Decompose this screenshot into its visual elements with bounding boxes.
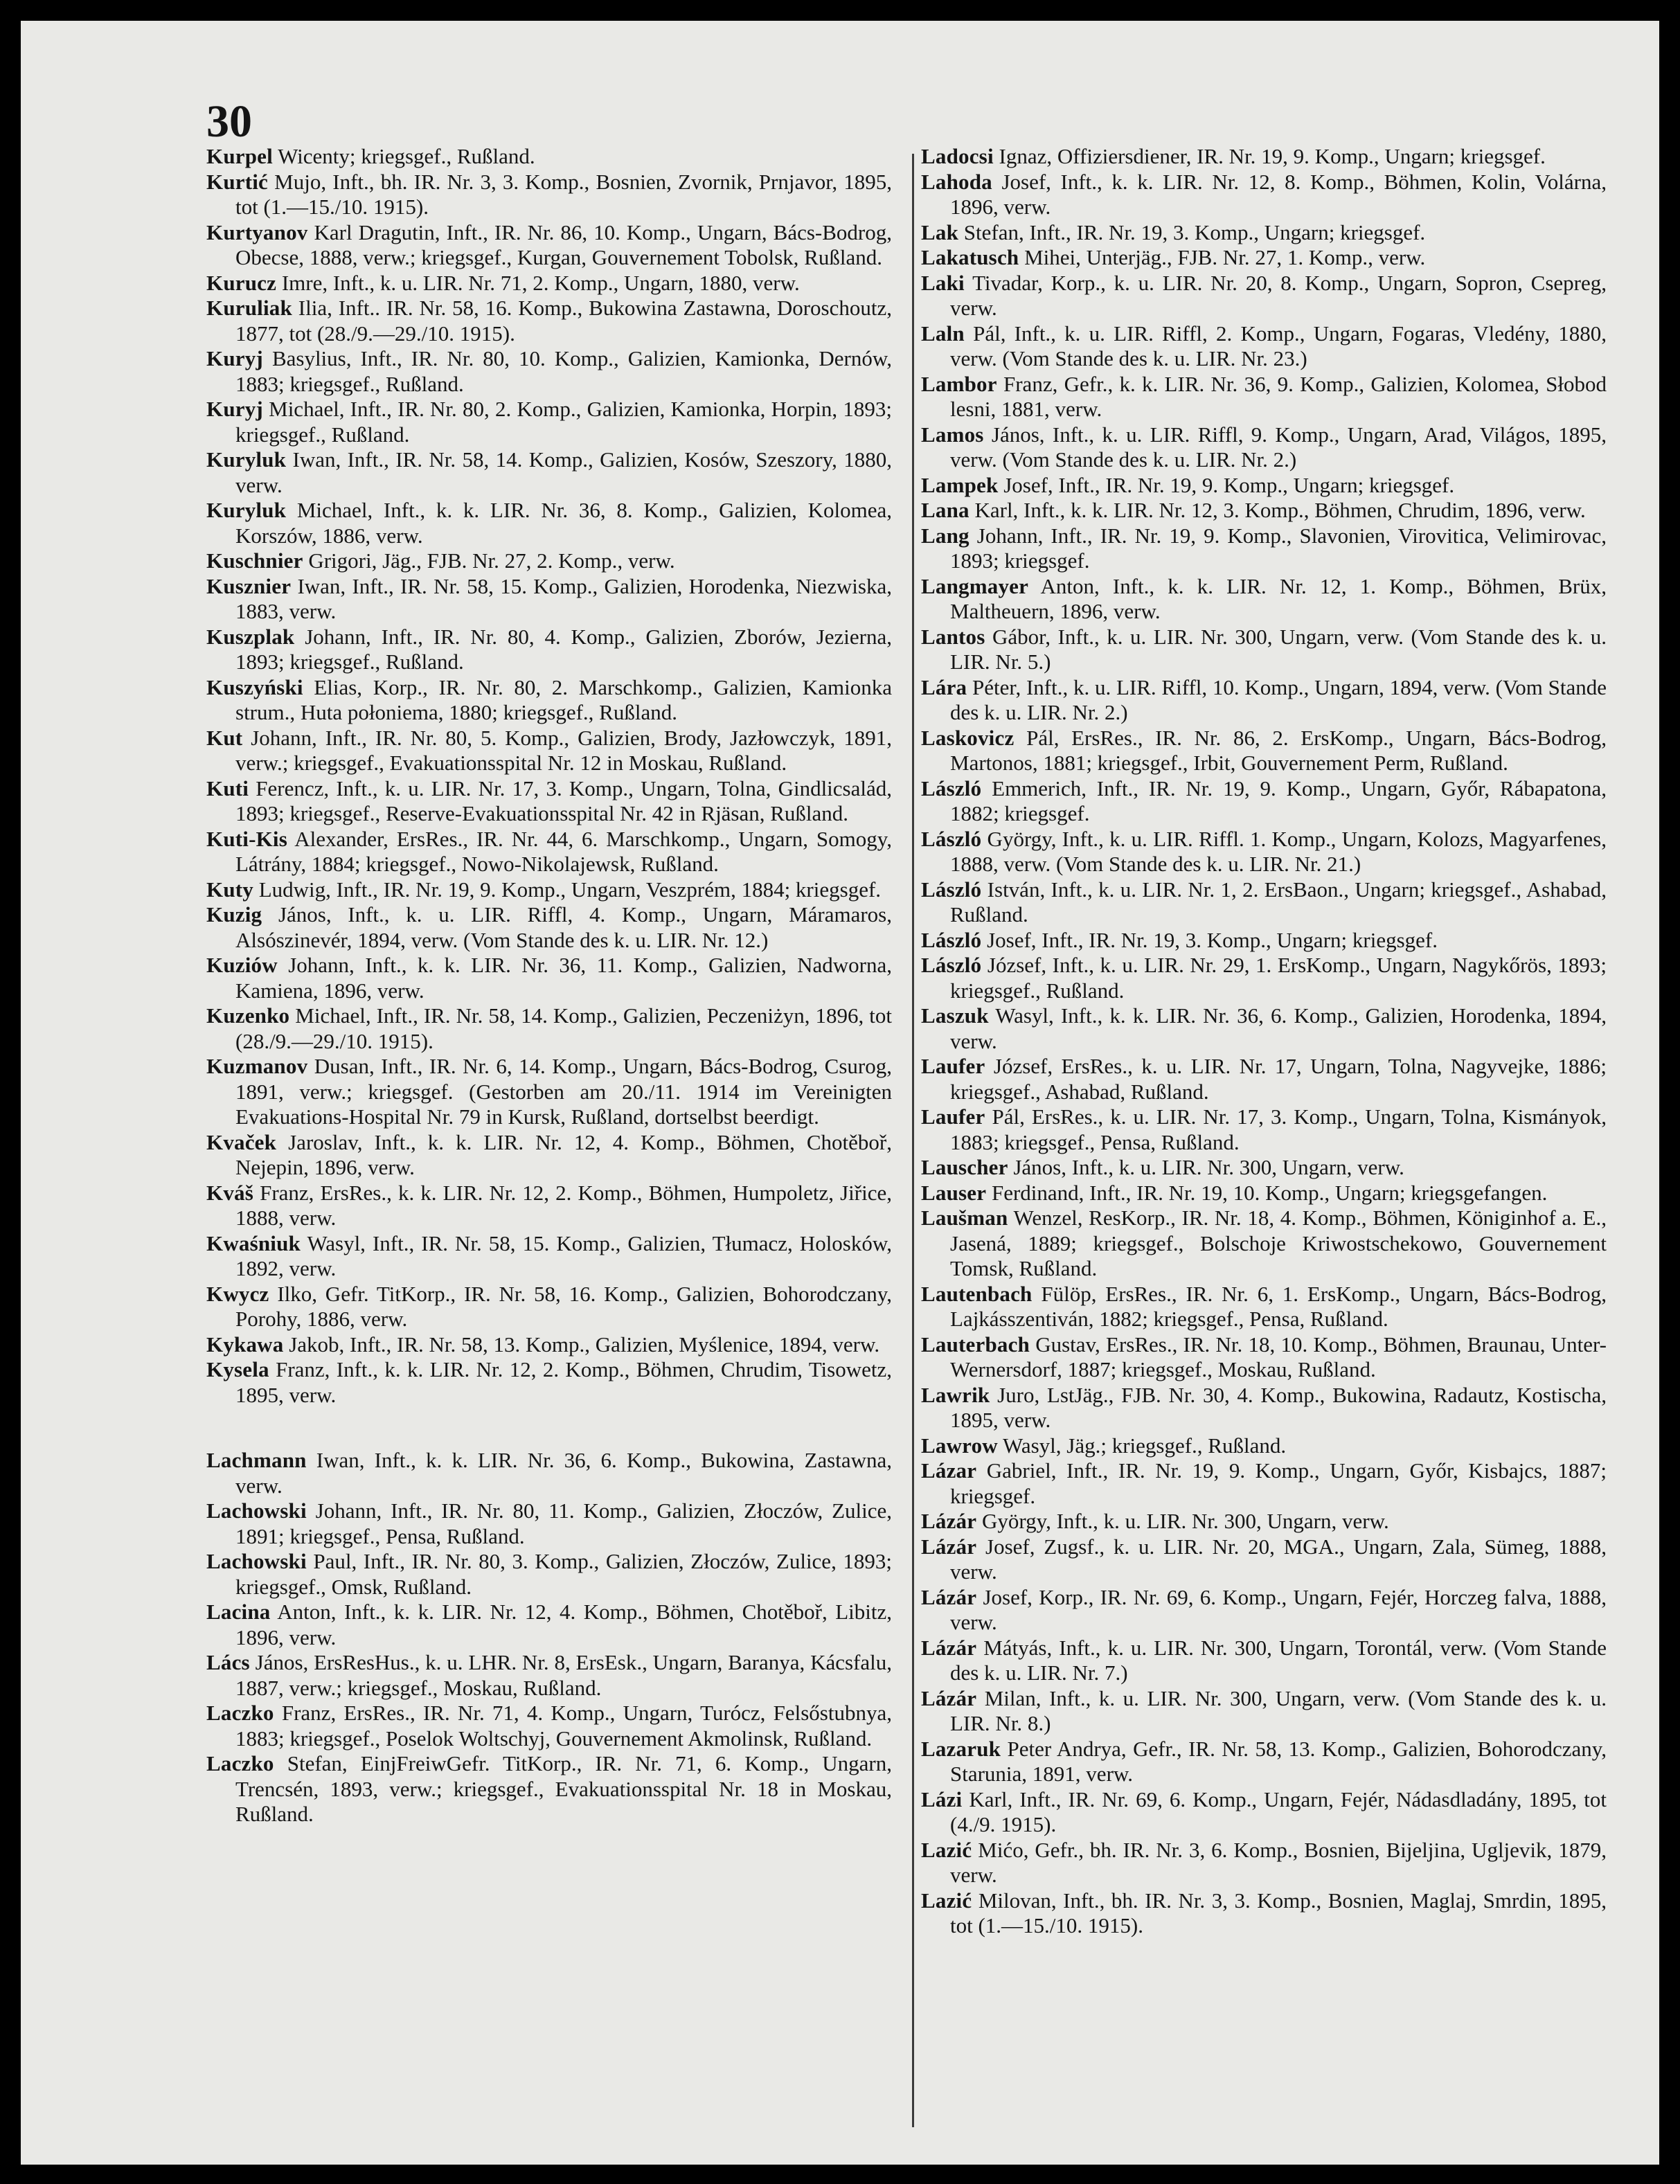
roll-entry xyxy=(921,877,1607,928)
entry-surname: Lamos xyxy=(921,422,984,447)
entry-details: Michael, Inft., IR. Nr. 58, 14. Komp., Galizien, Peczeniżyn, 1896, tot (28./9.—29./10. 1915). xyxy=(235,1003,892,1053)
entry-details: Juro, LstJäg., FJB. Nr. 30, 4. Komp., Bukowina, Radautz, Kostischa, 1895, verw. xyxy=(950,1382,1607,1432)
entry-details: Karl Dragutin, Inft., IR. Nr. 86, 10. Komp., Ungarn, Bács-Bodrog, Obecse, 1888, verw.; kriegsgef., Kurgan, Gouvernement Tobolsk, Rußland. xyxy=(235,220,892,269)
right-l-entries xyxy=(921,144,1607,1939)
entry-details: Elias, Korp., IR. Nr. 80, 2. Marschkomp., Galizien, Kamionka strum., Huta połoniema, 1880; kriegsgef., Rußland. xyxy=(235,674,892,724)
entry-surname: Lázi xyxy=(921,1787,963,1811)
roll-entry xyxy=(206,675,892,726)
entry-details: Johann, Inft., k. k. LIR. Nr. 36, 11. Komp., Galizien, Nadworna, Kamiena, 1896, verw. xyxy=(235,953,892,1003)
roll-entry xyxy=(206,397,892,447)
entry-surname: Lantos xyxy=(921,624,985,649)
roll-entry xyxy=(921,220,1607,246)
roll-entry xyxy=(206,1054,892,1130)
roll-entry xyxy=(206,877,892,903)
roll-entry xyxy=(206,220,892,271)
roll-entry xyxy=(921,1534,1607,1585)
entry-surname: Lampek xyxy=(921,472,999,497)
entry-details: Josef, Korp., IR. Nr. 69, 6. Komp., Ungarn, Fejér, Horczeg falva, 1888, verw. xyxy=(950,1584,1607,1634)
roll-entry xyxy=(921,1888,1607,1939)
roll-entry xyxy=(921,1003,1607,1054)
entry-surname: Laczko xyxy=(206,1701,274,1725)
entry-details: Josef, Zugsf., k. u. LIR. Nr. 20, MGA., Ungarn, Zala, Sümeg, 1888, verw. xyxy=(950,1534,1607,1584)
entry-surname: Lázár xyxy=(921,1584,977,1609)
roll-entry xyxy=(921,1181,1607,1206)
entry-details: Paul, Inft., IR. Nr. 80, 3. Komp., Galizien, Złoczów, Zulice, 1893; kriegsgef., Omsk, Rußland. xyxy=(235,1549,892,1599)
roll-entry xyxy=(206,346,892,397)
entry-details: Pál, Inft., k. u. LIR. Riffl, 2. Komp., Ungarn, Fogaras, Vledény, 1880, verw. (Vom Stande des k. u. LIR. Nr. 23.) xyxy=(950,321,1607,370)
entry-surname: Lázár xyxy=(921,1509,977,1533)
entry-surname: Laušman xyxy=(921,1206,1008,1230)
entry-surname: Kuzig xyxy=(206,902,262,927)
entry-surname: Lacina xyxy=(206,1600,271,1624)
roll-entry xyxy=(206,726,892,776)
entry-details: Mihei, Unterjäg., FJB. Nr. 27, 1. Komp., verw. xyxy=(1019,245,1426,269)
entry-surname: Laln xyxy=(921,321,965,346)
entry-details: Dusan, Inft., IR. Nr. 6, 14. Komp., Ungarn, Bács-Bodrog, Csurog, 1891, verw.; kriegsgef. (Gestorben am 20./11. 1914 im Vereinigten Evakuations-Hospital Nr. 79 in Kursk, Rußland, dortselbst beerdigt. xyxy=(235,1054,892,1129)
roll-entry xyxy=(921,170,1607,220)
entry-surname: Kusznier xyxy=(206,573,292,598)
roll-entry xyxy=(921,1206,1607,1282)
entry-surname: Kurtić xyxy=(206,169,269,194)
entry-details: Johann, Inft., IR. Nr. 80, 5. Komp., Galizien, Brody, Jazłowczyk, 1891, verw.; kriegsgef., Evakuationsspital Nr. 12 in Moskau, Rußland. xyxy=(235,725,892,775)
entry-details: Ilia, Inft.. IR. Nr. 58, 16. Komp., Bukowina Zastawna, Doroschoutz, 1877, tot (28./9.—29./10. 1915). xyxy=(235,296,892,346)
entry-surname: Lakatusch xyxy=(921,245,1019,269)
entry-surname: Lázár xyxy=(921,1685,977,1710)
entry-details: János, Inft., k. u. LIR. Riffl, 9. Komp., Ungarn, Arad, Világos, 1895, verw. (Vom Stande des k. u. LIR. Nr. 2.) xyxy=(950,422,1607,472)
entry-details: Péter, Inft., k. u. LIR. Riffl, 10. Komp., Ungarn, 1894, verw. (Vom Stande des k. u. LIR. Nr. 2.) xyxy=(950,674,1607,724)
entry-details: József, Inft., k. u. LIR. Nr. 29, 1. ErsKomp., Ungarn, Nagykőrös, 1893; kriegsgef., Rußland. xyxy=(950,953,1607,1003)
entry-details: Iwan, Inft., IR. Nr. 58, 15. Komp., Galizien, Horodenka, Niezwiska, 1883, verw. xyxy=(235,573,892,623)
entry-surname: Lambor xyxy=(921,371,997,396)
roll-entry xyxy=(206,1650,892,1701)
roll-entry xyxy=(921,271,1607,321)
entry-details: Johann, Inft., IR. Nr. 19, 9. Komp., Slavonien, Virovitica, Velimirovac, 1893; kriegsgef. xyxy=(950,523,1607,573)
roll-entry xyxy=(921,523,1607,574)
entry-surname: Kysela xyxy=(206,1357,269,1381)
roll-entry xyxy=(206,1231,892,1282)
entry-surname: Ladocsi xyxy=(921,144,994,168)
page-scan xyxy=(21,21,1659,2165)
roll-entry xyxy=(206,902,892,953)
roll-entry xyxy=(206,776,892,827)
roll-entry xyxy=(921,1636,1607,1686)
roll-entry xyxy=(206,1751,892,1827)
entry-details: Wicenty; kriegsgef., Rußland. xyxy=(272,144,535,168)
entry-details: Wasyl, Inft., IR. Nr. 58, 15. Komp., Galizien, Tłumacz, Holosków, 1892, verw. xyxy=(235,1230,892,1280)
left-column xyxy=(206,144,892,1827)
roll-entry xyxy=(206,271,892,296)
entry-surname: Kuryluk xyxy=(206,498,287,522)
entry-details: Karl, Inft., IR. Nr. 69, 6. Komp., Ungarn, Fejér, Nádasdladány, 1895, tot (4./9. 1915). xyxy=(950,1787,1607,1836)
left-k-entries xyxy=(206,144,892,1408)
entry-details: Ignaz, Offiziersdiener, IR. Nr. 19, 9. Komp., Ungarn; kriegsgef. xyxy=(993,144,1546,168)
entry-details: Basylius, Inft., IR. Nr. 80, 10. Komp., Galizien, Kamionka, Dernów, 1883; kriegsgef., Rußland. xyxy=(235,346,892,396)
entry-details: Peter Andrya, Gefr., IR. Nr. 58, 13. Komp., Galizien, Bohorodczany, Starunia, 1891, verw. xyxy=(950,1736,1607,1786)
entry-details: Michael, Inft., k. k. LIR. Nr. 36, 8. Komp., Galizien, Kolomea, Korszów, 1886, verw. xyxy=(235,498,892,548)
entry-details: Anton, Inft., k. k. LIR. Nr. 12, 1. Komp., Böhmen, Brüx, Maltheuern, 1896, verw. xyxy=(950,573,1607,623)
entry-surname: Kuti-Kis xyxy=(206,826,288,851)
entry-surname: Kwycz xyxy=(206,1281,269,1306)
roll-entry xyxy=(206,953,892,1003)
entry-details: Ilko, Gefr. TitKorp., IR. Nr. 58, 16. Komp., Galizien, Bohorodczany, Porohy, 1886, verw. xyxy=(235,1281,892,1331)
entry-details: Iwan, Inft., IR. Nr. 58, 14. Komp., Galizien, Kosów, Szeszory, 1880, verw. xyxy=(235,447,892,497)
entry-surname: Kuszyński xyxy=(206,674,303,699)
entry-details: Ferdinand, Inft., IR. Nr. 19, 10. Komp., Ungarn; kriegsgefangen. xyxy=(986,1180,1548,1205)
entry-surname: Kuruliak xyxy=(206,296,292,320)
roll-entry xyxy=(206,1181,892,1231)
roll-entry xyxy=(921,625,1607,675)
entry-details: Pál, ErsRes., IR. Nr. 86, 2. ErsKomp., Ungarn, Bács-Bodrog, Martonos, 1881; kriegsgef., Irbit, Gouvernement Perm, Rußland. xyxy=(950,725,1607,775)
entry-surname: Kuryj xyxy=(206,346,263,370)
entry-surname: Kuzenko xyxy=(206,1003,290,1028)
entry-details: Tivadar, Korp., k. u. LIR. Nr. 20, 8. Komp., Ungarn, Sopron, Csepreg, verw. xyxy=(950,270,1607,320)
roll-entry xyxy=(921,245,1607,271)
roll-entry xyxy=(921,1509,1607,1534)
entry-details: Franz, ErsRes., k. k. LIR. Nr. 12, 2. Komp., Böhmen, Humpoletz, Jiřice, 1888, verw. xyxy=(235,1180,892,1230)
entry-details: Mátyás, Inft., k. u. LIR. Nr. 300, Ungarn, Torontál, verw. (Vom Stande des k. u. LIR. Nr. 7.) xyxy=(950,1635,1607,1685)
entry-surname: Lachmann xyxy=(206,1448,307,1472)
roll-entry xyxy=(921,321,1607,372)
entry-details: György, Inft., k. u. LIR. Nr. 300, Ungarn, verw. xyxy=(976,1509,1389,1533)
roll-entry xyxy=(206,1498,892,1549)
entry-surname: Langmayer xyxy=(921,573,1029,598)
entry-surname: Laki xyxy=(921,270,965,295)
entry-surname: László xyxy=(921,877,982,902)
roll-entry xyxy=(921,827,1607,877)
roll-entry xyxy=(921,144,1607,170)
entry-surname: Laczko xyxy=(206,1751,274,1775)
entry-details: Jaroslav, Inft., k. k. LIR. Nr. 12, 4. Komp., Böhmen, Chotěboř, Nejepin, 1896, verw. xyxy=(235,1129,892,1179)
entry-details: Anton, Inft., k. k. LIR. Nr. 12, 4. Komp., Böhmen, Chotěboř, Libitz, 1896, verw. xyxy=(235,1600,892,1649)
entry-surname: Kurpel xyxy=(206,144,273,168)
entry-surname: Kuschnier xyxy=(206,548,303,573)
entry-details: Johann, Inft., IR. Nr. 80, 4. Komp., Galizien, Zborów, Jezierna, 1893; kriegsgef., Rußland. xyxy=(235,624,892,674)
entry-details: István, Inft., k. u. LIR. Nr. 1, 2. ErsBaon., Ungarn; kriegsgef., Ashabad, Rußland. xyxy=(950,877,1607,927)
entry-surname: Lachowski xyxy=(206,1498,307,1523)
entry-surname: Kuryj xyxy=(206,397,263,421)
entry-details: Josef, Inft., IR. Nr. 19, 9. Komp., Ungarn; kriegsgef. xyxy=(998,472,1455,497)
entry-surname: László xyxy=(921,927,982,952)
entry-surname: Kuziów xyxy=(206,953,278,977)
roll-entry xyxy=(921,422,1607,473)
roll-entry xyxy=(921,1155,1607,1181)
entry-surname: Kurucz xyxy=(206,270,277,295)
section-gap xyxy=(206,1408,892,1448)
roll-entry xyxy=(921,1458,1607,1509)
entry-surname: Lazaruk xyxy=(921,1736,1001,1761)
roll-entry xyxy=(921,1383,1607,1433)
entry-surname: Lawrow xyxy=(921,1433,998,1458)
entry-surname: Lazić xyxy=(921,1888,972,1913)
entry-surname: Kuszplak xyxy=(206,624,295,649)
roll-entry xyxy=(206,1332,892,1358)
roll-entry xyxy=(206,1549,892,1600)
entry-surname: Kwaśniuk xyxy=(206,1230,301,1255)
entry-details: Mićo, Gefr., bh. IR. Nr. 3, 6. Komp., Bosnien, Bijeljina, Ugljevik, 1879, verw. xyxy=(950,1837,1607,1887)
entry-details: Gábor, Inft., k. u. LIR. Nr. 300, Ungarn, verw. (Vom Stande des k. u. LIR. Nr. 5.) xyxy=(950,624,1607,674)
entry-details: Alexander, ErsRes., IR. Nr. 44, 6. Marschkomp., Ungarn, Somogy, Látrány, 1884; kriegsgef., Nowo-Nikolajewsk, Rußland. xyxy=(235,826,892,876)
entry-details: Stefan, Inft., IR. Nr. 19, 3. Komp., Ungarn; kriegsgef. xyxy=(958,220,1426,244)
entry-details: Gabriel, Inft., IR. Nr. 19, 9. Komp., Ungarn, Győr, Kisbajcs, 1887; kriegsgef. xyxy=(950,1458,1607,1508)
entry-surname: Lázar xyxy=(921,1458,977,1483)
entry-surname: László xyxy=(921,953,982,977)
roll-entry xyxy=(921,1737,1607,1787)
roll-entry xyxy=(921,953,1607,1003)
entry-details: Ferencz, Inft., k. u. LIR. Nr. 17, 3. Komp., Ungarn, Tolna, Gindlicsalád, 1893; kriegsgef., Reserve-Evakuationsspital Nr. 42 in Rjäsan, Rußland. xyxy=(235,776,892,825)
entry-details: Karl, Inft., k. k. LIR. Nr. 12, 3. Komp., Böhmen, Chrudim, 1896, verw. xyxy=(969,498,1586,522)
entry-surname: Laufer xyxy=(921,1104,985,1129)
roll-entry xyxy=(921,1686,1607,1737)
entry-surname: László xyxy=(921,826,982,851)
entry-surname: Kváš xyxy=(206,1180,253,1205)
entry-details: Milan, Inft., k. u. LIR. Nr. 300, Ungarn, verw. (Vom Stande des k. u. LIR. Nr. 8.) xyxy=(950,1685,1607,1735)
roll-entry xyxy=(921,1104,1607,1155)
entry-surname: Lang xyxy=(921,523,969,548)
roll-entry xyxy=(206,1130,892,1181)
roll-entry xyxy=(206,548,892,574)
entry-surname: Lázár xyxy=(921,1635,977,1660)
entry-details: Franz, Inft., k. k. LIR. Nr. 12, 2. Komp., Böhmen, Chrudim, Tisowetz, 1895, verw. xyxy=(235,1357,892,1407)
entry-details: Josef, Inft., IR. Nr. 19, 3. Komp., Ungarn; kriegsgef. xyxy=(981,927,1438,952)
entry-details: Emmerich, Inft., IR. Nr. 19, 9. Komp., Ungarn, Győr, Rábapatona, 1882; kriegsgef. xyxy=(950,776,1607,825)
roll-entry xyxy=(921,1585,1607,1636)
entry-details: Ludwig, Inft., IR. Nr. 19, 9. Komp., Ungarn, Veszprém, 1884; kriegsgef. xyxy=(253,877,882,902)
roll-entry xyxy=(921,1433,1607,1459)
entry-surname: Lázár xyxy=(921,1534,977,1559)
entry-details: Milovan, Inft., bh. IR. Nr. 3, 3. Komp., Bosnien, Maglaj, Smrdin, 1895, tot (1.—15./10. 1915). xyxy=(950,1888,1607,1937)
roll-entry xyxy=(921,1332,1607,1383)
column-divider xyxy=(912,154,914,2127)
entry-surname: Lács xyxy=(206,1650,250,1674)
entry-details: János, Inft., k. u. LIR. Nr. 300, Ungarn, verw. xyxy=(1008,1155,1404,1179)
entry-details: Franz, ErsRes., IR. Nr. 71, 4. Komp., Ungarn, Turócz, Felsőstubnya, 1883; kriegsgef., Poselok Woltschyj, Gouvernement Akmolinsk, Rußland. xyxy=(235,1701,892,1751)
roll-entry xyxy=(921,473,1607,499)
entry-surname: László xyxy=(921,776,982,800)
roll-entry xyxy=(921,1838,1607,1888)
entry-surname: Kvaček xyxy=(206,1129,277,1154)
entry-details: Pál, ErsRes., k. u. LIR. Nr. 17, 3. Komp., Ungarn, Tolna, Kismányok, 1883; kriegsgef., Pensa, Rußland. xyxy=(950,1104,1607,1154)
entry-details: Grigori, Jäg., FJB. Nr. 27, 2. Komp., verw. xyxy=(303,548,675,573)
entry-details: Jakob, Inft., IR. Nr. 58, 13. Komp., Galizien, Myślenice, 1894, verw. xyxy=(283,1332,880,1357)
entry-details: János, ErsResHus., k. u. LHR. Nr. 8, ErsEsk., Ungarn, Baranya, Kácsfalu, 1887, verw.; kriegsgef., Moskau, Rußland. xyxy=(235,1650,892,1700)
entry-surname: Lautenbach xyxy=(921,1281,1033,1306)
roll-entry xyxy=(921,726,1607,776)
entry-surname: Lazić xyxy=(921,1837,972,1862)
entry-surname: Kuryluk xyxy=(206,447,287,472)
entry-surname: Lachowski xyxy=(206,1549,307,1573)
entry-surname: Kuti xyxy=(206,776,249,800)
entry-surname: Lauser xyxy=(921,1180,987,1205)
entry-surname: Laufer xyxy=(921,1054,985,1078)
right-column xyxy=(921,144,1607,1939)
entry-details: Franz, Gefr., k. k. LIR. Nr. 36, 9. Komp., Galizien, Kolomea, Słobod lesni, 1881, verw. xyxy=(950,371,1607,421)
entry-surname: Kuzmanov xyxy=(206,1054,308,1078)
roll-entry xyxy=(921,498,1607,523)
roll-entry xyxy=(206,574,892,625)
entry-surname: Kut xyxy=(206,725,243,750)
entry-details: Fülöp, ErsRes., IR. Nr. 6, 1. ErsKomp., Ungarn, Bács-Bodrog, Lajkásszentiván, 1882; kriegsgef., Pensa, Rußland. xyxy=(950,1281,1607,1331)
roll-entry xyxy=(921,675,1607,726)
roll-entry xyxy=(206,170,892,220)
roll-entry xyxy=(921,1054,1607,1104)
roll-entry xyxy=(206,1701,892,1751)
entry-details: Mujo, Inft., bh. IR. Nr. 3, 3. Komp., Bosnien, Zvornik, Prnjavor, 1895, tot (1.—15./10. 1915). xyxy=(235,169,892,219)
roll-entry xyxy=(206,1448,892,1498)
roll-entry xyxy=(206,1282,892,1332)
roll-entry xyxy=(206,1600,892,1650)
page-number: 30 xyxy=(206,96,252,147)
entry-details: Iwan, Inft., k. k. LIR. Nr. 36, 6. Komp., Bukowina, Zastawna, verw. xyxy=(235,1448,892,1498)
entry-details: Johann, Inft., IR. Nr. 80, 11. Komp., Galizien, Złoczów, Zulice, 1891; kriegsgef., Pensa, Rußland. xyxy=(235,1498,892,1548)
roll-entry xyxy=(206,447,892,498)
entry-surname: Lana xyxy=(921,498,969,522)
entry-surname: Lára xyxy=(921,674,967,699)
roll-entry xyxy=(921,1282,1607,1332)
entry-details: János, Inft., k. u. LIR. Riffl, 4. Komp., Ungarn, Máramaros, Alsószinevér, 1894, verw. (Vom Stande des k. u. LIR. Nr. 12.) xyxy=(235,902,892,952)
entry-details: Michael, Inft., IR. Nr. 80, 2. Komp., Galizien, Kamionka, Horpin, 1893; kriegsgef., Rußland. xyxy=(235,397,892,447)
roll-entry xyxy=(206,144,892,170)
roll-entry xyxy=(921,928,1607,954)
entry-details: György, Inft., k. u. LIR. Riffl. 1. Komp., Ungarn, Kolozs, Magyarfenes, 1888, verw. (Vom Stande des k. u. LIR. Nr. 21.) xyxy=(950,826,1607,876)
roll-entry xyxy=(921,574,1607,625)
roll-entry xyxy=(921,372,1607,422)
entry-details: Wenzel, ResKorp., IR. Nr. 18, 4. Komp., Böhmen, Königinhof a. E., Jasená, 1889; kriegsgef., Bolschoje Kriwostschekowo, Gouvernement Tomsk, Rußland. xyxy=(950,1206,1607,1280)
entry-surname: Laskovicz xyxy=(921,725,1015,750)
entry-surname: Lahoda xyxy=(921,169,992,194)
entry-details: Gustav, ErsRes., IR. Nr. 18, 10. Komp., Böhmen, Braunau, Unter-Wernersdorf, 1887; kriegsgef., Moskau, Rußland. xyxy=(950,1332,1607,1381)
roll-entry xyxy=(206,296,892,346)
roll-entry xyxy=(206,1003,892,1054)
entry-surname: Kykawa xyxy=(206,1332,284,1357)
roll-entry xyxy=(206,1357,892,1408)
entry-surname: Kurtyanov xyxy=(206,220,308,244)
left-l-entries xyxy=(206,1448,892,1827)
entry-surname: Lauscher xyxy=(921,1155,1008,1179)
entry-details: Stefan, EinjFreiwGefr. TitKorp., IR. Nr. 71, 6. Komp., Ungarn, Trencsén, 1893, verw.; kriegsgef., Evakuationsspital Nr. 18 in Moskau, Rußland. xyxy=(235,1751,892,1826)
entry-details: Wasyl, Jäg.; kriegsgef., Rußland. xyxy=(997,1433,1287,1458)
entry-surname: Lak xyxy=(921,220,959,244)
entry-surname: Kuty xyxy=(206,877,253,902)
entry-details: Wasyl, Inft., k. k. LIR. Nr. 36, 6. Komp., Galizien, Horodenka, 1894, verw. xyxy=(950,1003,1607,1053)
roll-entry xyxy=(921,1787,1607,1838)
roll-entry xyxy=(206,827,892,877)
entry-details: Imre, Inft., k. u. LIR. Nr. 71, 2. Komp., Ungarn, 1880, verw. xyxy=(276,270,800,295)
roll-entry xyxy=(206,498,892,548)
entry-surname: Lawrik xyxy=(921,1382,990,1407)
roll-entry xyxy=(921,776,1607,827)
entry-details: József, ErsRes., k. u. LIR. Nr. 17, Ungarn, Tolna, Nagyvejke, 1886; kriegsgef., Ashabad, Rußland. xyxy=(950,1054,1607,1104)
roll-entry xyxy=(206,625,892,675)
entry-details: Josef, Inft., k. k. LIR. Nr. 12, 8. Komp., Böhmen, Kolin, Volárna, 1896, verw. xyxy=(950,169,1607,219)
entry-surname: Lauterbach xyxy=(921,1332,1030,1357)
entry-surname: Laszuk xyxy=(921,1003,989,1028)
